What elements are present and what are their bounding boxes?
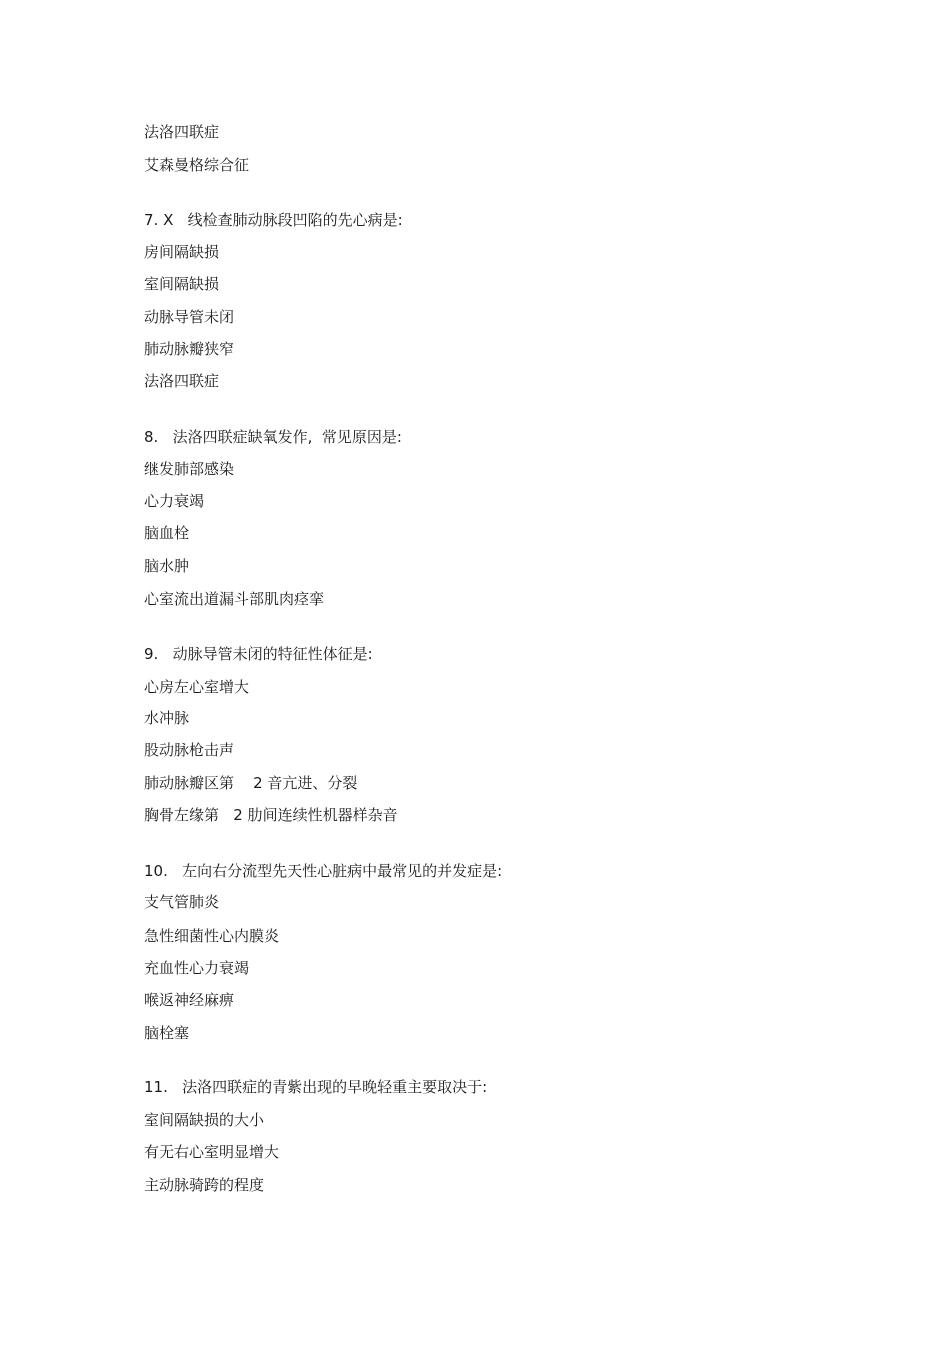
- answer-option: 心力衰竭: [144, 492, 205, 510]
- answer-option: 充血性心力衰竭: [144, 959, 250, 977]
- answer-option: 肺动脉瓣区第 2 音亢进、分裂: [144, 774, 358, 792]
- question-8: 8. 法洛四联症缺氧发作, 常见原因是:: [144, 428, 402, 446]
- answer-option: 法洛四联症: [144, 123, 220, 141]
- answer-option: 有无右心室明显增大: [144, 1143, 280, 1161]
- answer-option: 喉返神经麻痹: [144, 991, 235, 1009]
- answer-option: 动脉导管未闭: [144, 308, 235, 326]
- answer-option: 艾森曼格综合征: [144, 156, 250, 174]
- answer-option: 股动脉枪击声: [144, 741, 235, 759]
- answer-option: 水冲脉: [144, 709, 190, 727]
- answer-option: 室间隔缺损: [144, 275, 220, 293]
- answer-option: 支气管肺炎: [144, 893, 220, 911]
- answer-option: 心室流出道漏斗部肌肉痉挛: [144, 590, 325, 608]
- answer-option: 脑血栓: [144, 524, 190, 542]
- question-7: 7. X 线检查肺动脉段凹陷的先心病是:: [144, 211, 403, 229]
- answer-option: 室间隔缺损的大小: [144, 1111, 265, 1129]
- answer-option: 房间隔缺损: [144, 243, 220, 261]
- answer-option: 法洛四联症: [144, 372, 220, 390]
- question-11: 11. 法洛四联症的青紫出现的早晚轻重主要取决于:: [144, 1078, 488, 1096]
- answer-option: 脑水肿: [144, 557, 190, 575]
- answer-option: 主动脉骑跨的程度: [144, 1176, 265, 1194]
- answer-option: 胸骨左缘第 2 肋间连续性机器样杂音: [144, 806, 398, 824]
- answer-option: 肺动脉瓣狭窄: [144, 340, 235, 358]
- answer-option: 继发肺部感染: [144, 460, 235, 478]
- answer-option: 心房左心室增大: [144, 678, 250, 696]
- question-9: 9. 动脉导管未闭的特征性体征是:: [144, 645, 373, 663]
- answer-option: 脑栓塞: [144, 1024, 190, 1042]
- answer-option: 急性细菌性心内膜炎: [144, 927, 280, 945]
- question-10: 10. 左向右分流型先天性心脏病中最常见的并发症是:: [144, 862, 503, 880]
